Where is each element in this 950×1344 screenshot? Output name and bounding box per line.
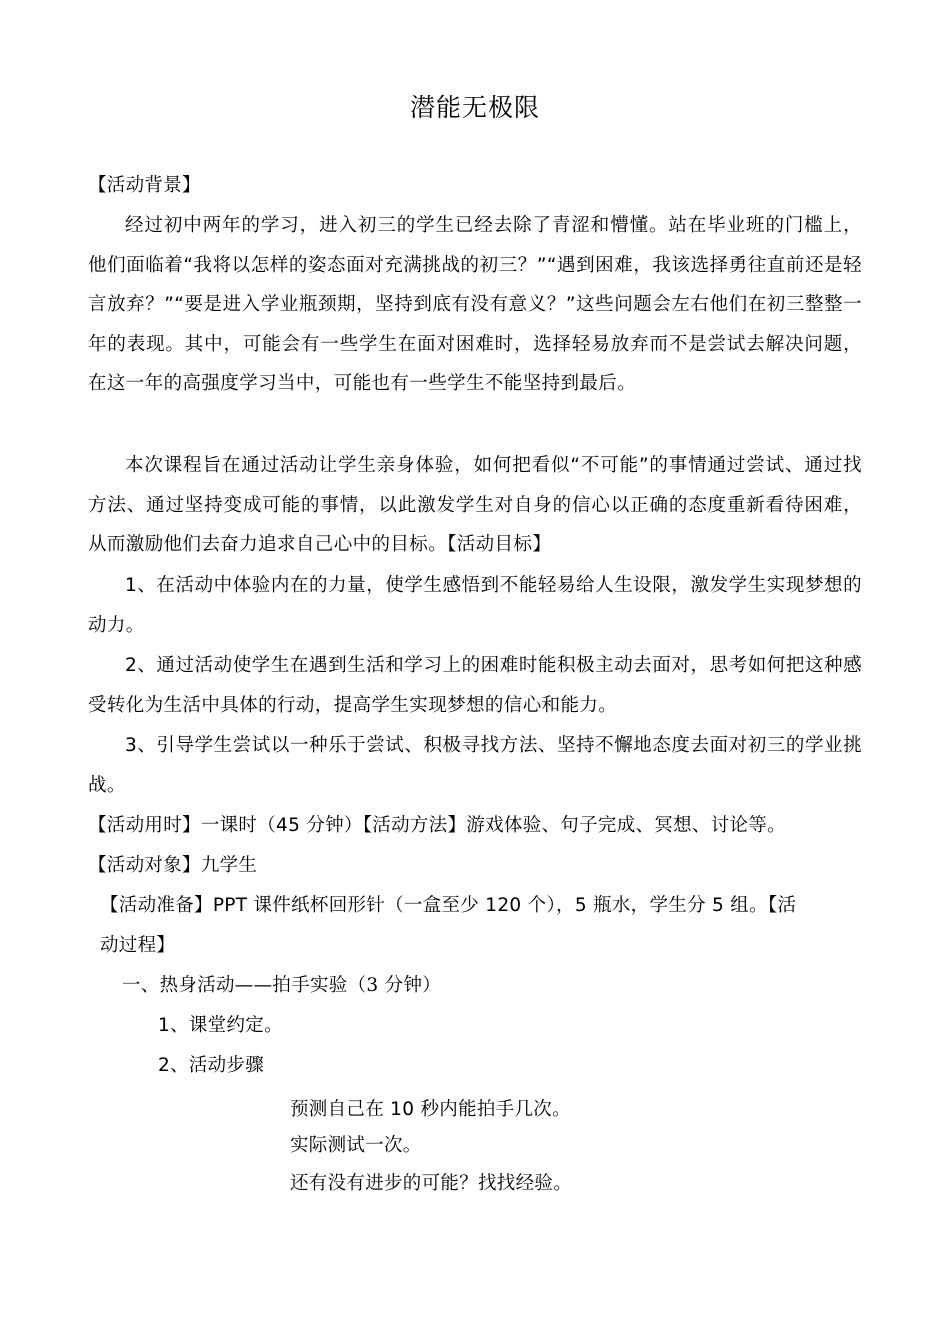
goals-heading: 【活动目标】: [447, 534, 552, 556]
page-title: 潜能无极限: [409, 93, 540, 122]
background-paragraph-1: 经过初中两年的学习，进入初三的学生已经去除了青涩和懵懂。站在毕业班的门槛上，他们面临着“我将以怎样的姿态面对充满挑战的初三？”“遇到困难，我该选择勇往直前还是轻言放弃？”“要是进入学业瓶颈期，坚持到底有没有意义？”这些问题会左右他们在初三整整一年的表现。其中，可能会有一些学生在面对困难时，选择轻易放弃而不是尝试去解决问题，在这一年的高强度学习当中，可能也有一些学生不能坚持到最后。: [88, 215, 862, 395]
substep-3: 还有没有进步的可能？找找经验。: [290, 1173, 573, 1194]
background-heading: 【活动背景】: [88, 175, 201, 196]
goal-3: 3、引导学生尝试以一种乐于尝试、积极寻找方法、坚持不懈地态度去面对初三的学业挑战。: [88, 735, 862, 796]
background-paragraph-2: [88, 446, 862, 565]
section-1-title: 一、热身活动——拍手实验（3 分钟）: [122, 975, 442, 996]
target-line: [88, 846, 257, 886]
substep-2: 实际测试一次。: [290, 1135, 422, 1156]
step-1: 1、课堂约定。: [158, 1015, 283, 1036]
target-text: 九学生: [200, 855, 258, 876]
target-heading: 【活动对象】: [88, 855, 201, 876]
background-paragraph-2-text: 本次课程旨在通过活动让学生亲身体验，如何把看似“不可能”的事情通过尝试、通过找方法、通过坚持变成可能的事情，以此激发学生对自身的信心以正确的态度重新看待困难，从而激励他们去奋力追求自己心中的目标。: [88, 455, 862, 556]
goal-2: 2、通过活动使学生在遇到生活和学习上的困难时能积极主动去面对，思考如何把这种感受转化为生活中具体的行动，提高学生实现梦想的信心和能力。: [88, 655, 862, 716]
prep-heading: 【活动准备】: [100, 895, 213, 916]
prep-text: PPT 课件纸杯回形针（一盒至少 120 个），5 瓶水，学生分 5 组。: [212, 895, 768, 916]
process-heading-start: 【活: [767, 895, 797, 916]
time-text: 一课时（45 分钟）: [200, 815, 363, 836]
substep-1: 预测自己在 10 秒内能拍手几次。: [290, 1099, 571, 1120]
goal-1: 1、在活动中体验内在的力量，使学生感悟到不能轻易给人生设限，激发学生实现梦想的动力。: [88, 575, 862, 636]
process-heading-end: 动过程】: [100, 935, 176, 956]
method-text: 游戏体验、句子完成、冥想、讨论等。: [466, 815, 786, 836]
time-method-line: [88, 806, 786, 846]
method-heading: 【活动方法】: [362, 815, 467, 836]
step-2: 2、活动步骤: [158, 1055, 265, 1076]
prep-line: [100, 886, 796, 926]
time-heading: 【活动用时】: [88, 815, 201, 836]
